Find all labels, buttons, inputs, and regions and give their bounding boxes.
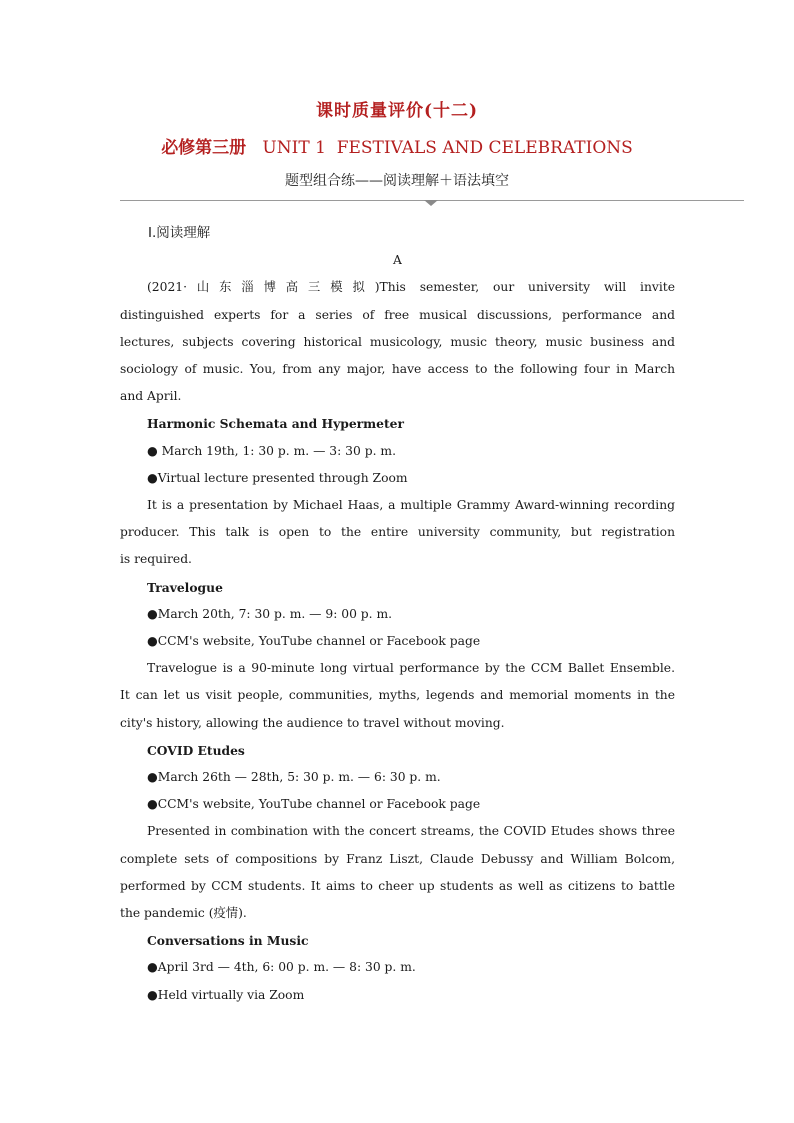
paragraph-line: and April.: [120, 389, 182, 404]
event-title: Conversations in Music: [147, 933, 309, 949]
passage-label: A: [393, 253, 402, 268]
paragraph-line: (2021·山东淄博高三模拟)This semester, our university will invite: [147, 280, 675, 295]
event-venue: ●Held virtually via Zoom: [147, 987, 305, 1002]
paragraph-line: lectures, subjects covering historical musicology, music theory, music business and: [120, 334, 675, 349]
event-block: [120, 574, 675, 737]
paragraph-line: It can let us visit people, communities, myths, legends and memorial moments in the: [120, 688, 675, 703]
paragraph-line: performed by CCM students. It aims to cheer up students as well as citizens to battle: [120, 878, 675, 893]
unit-label: UNIT 1 FESTIVALS AND CELEBRATIONS: [262, 138, 633, 158]
page-subtitle: [0, 133, 794, 158]
divider-arrow-icon: [424, 200, 438, 206]
page-title: 课时质量评价(十二): [315, 101, 479, 121]
paragraph-line: producer. This talk is open to the entire university community, but registration: [120, 525, 675, 540]
paragraph-line: Presented in combination with the concert streams, the COVID Etudes shows three: [147, 824, 675, 839]
event-venue: ●CCM's website, YouTube channel or Facebook page: [147, 633, 481, 648]
paragraph-line: It is a presentation by Michael Haas, a multiple Grammy Award-winning recording: [147, 497, 675, 512]
section-heading: Ⅰ.阅读理解: [148, 225, 211, 241]
event-time: ●March 20th, 7: 30 p. m. — 9: 00 p. m.: [147, 606, 393, 621]
book-label: 必修第三册: [161, 138, 247, 158]
event-title: Harmonic Schemata and Hypermeter: [147, 416, 404, 432]
intro-paragraph: [120, 274, 675, 410]
paragraph-line: city's history, allowing the audience to travel without moving.: [120, 715, 505, 730]
event-block: [120, 410, 675, 573]
paragraph-line: is required.: [120, 552, 192, 567]
event-time: ● March 19th, 1: 30 p. m. — 3: 30 p. m.: [147, 443, 396, 458]
event-venue: ●CCM's website, YouTube channel or Facebook page: [147, 797, 481, 812]
paragraph-line: complete sets of compositions by Franz Liszt, Claude Debussy and William Bolcom,: [120, 851, 675, 866]
event-time: ●April 3rd — 4th, 6: 00 p. m. — 8: 30 p. m.: [147, 960, 416, 975]
event-time: ●March 26th — 28th, 5: 30 p. m. — 6: 30 p. m.: [147, 769, 441, 784]
event-block: [120, 927, 675, 1009]
paragraph-line: sociology of music. You, from any major, have access to the following four in March: [120, 361, 675, 376]
event-block: [120, 737, 675, 927]
event-venue: ●Virtual lecture presented through Zoom: [147, 470, 408, 485]
exercise-type: 题型组合练——阅读理解＋语法填空: [285, 173, 509, 189]
document-body: [120, 220, 675, 1009]
paragraph-line: Travelogue is a 90-minute long virtual performance by the CCM Ballet Ensemble.: [147, 661, 675, 676]
paragraph-line: distinguished experts for a series of free musical discussions, performance and: [120, 307, 675, 322]
event-title: Travelogue: [147, 579, 223, 595]
paragraph-line: the pandemic (疫情).: [120, 905, 247, 920]
event-title: COVID Etudes: [147, 742, 245, 758]
